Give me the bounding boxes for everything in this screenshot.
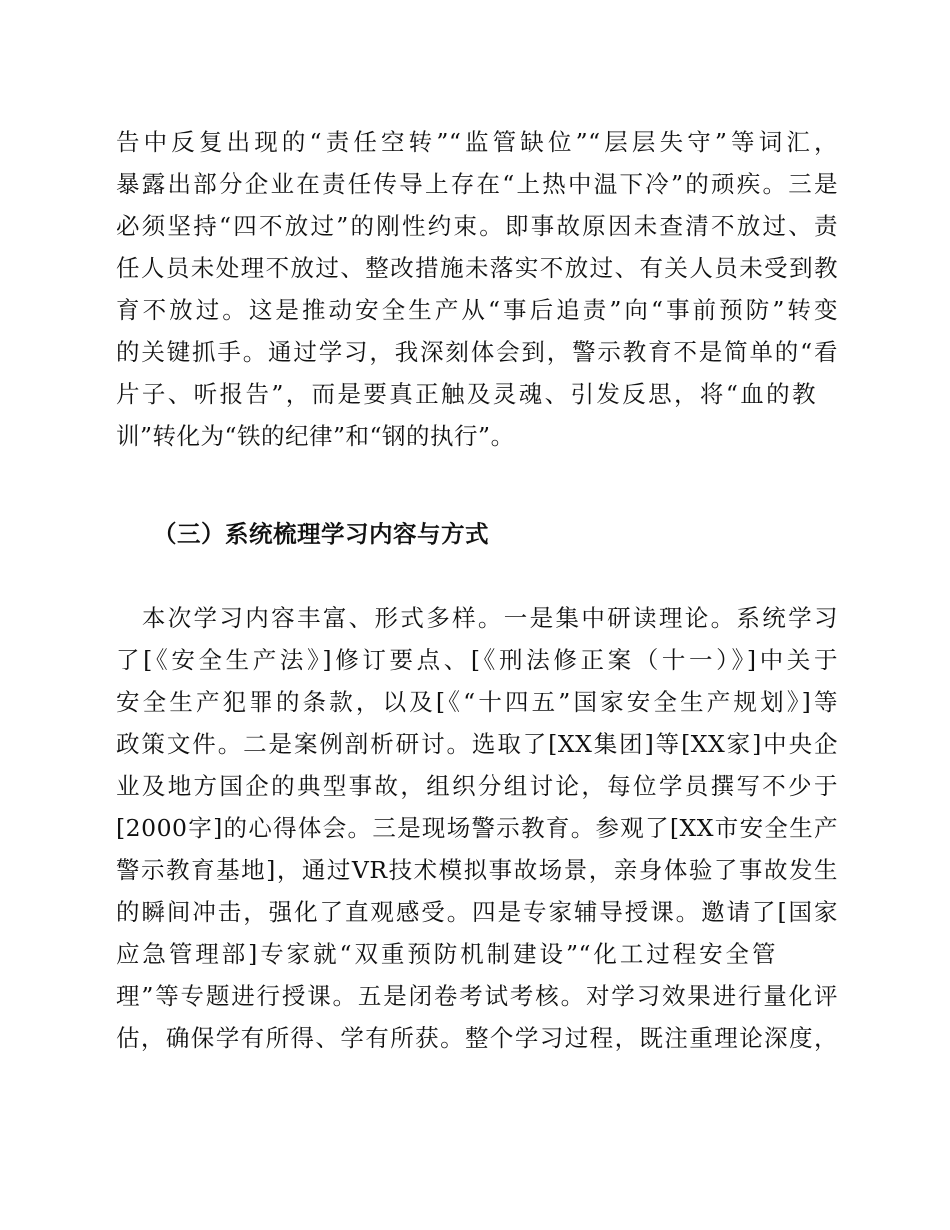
paragraph-line: 的瞬间冲击，强化了直观感受。四是专家辅导授课。邀请了[国家 [116,898,838,926]
paragraph-line: 训”转化为“铁的纪律”和“钢的执行”。 [116,422,515,450]
paragraph-line: 片子、听报告”，而是要真正触及灵魂、引发反思，将“血的教 [116,380,816,408]
paragraph-line: 业及地方国企的典型事故，组织分组讨论，每位学员撰写不少于 [116,772,838,800]
paragraph-line: 警示教育基地]，通过VR技术模拟事故场景，亲身体验了事故发生 [116,856,838,884]
paragraph-line: 任人员未处理不放过、整改措施未落实不放过、有关人员未受到教 [116,254,838,282]
paragraph-line: 了[《安全生产法》]修订要点、[《刑法修正案（十一）》]中关于 [116,646,838,674]
section-heading: （三）系统梳理学习内容与方式 [153,520,489,548]
paragraph-line: 告中反复出现的“责任空转”“监管缺位”“层层失守”等词汇， [116,128,838,156]
paragraph-line: 本次学习内容丰富、形式多样。一是集中研读理论。系统学习 [116,604,838,632]
paragraph-line: 育不放过。这是推动安全生产从“事后追责”向“事前预防”转变 [116,296,838,324]
paragraph-line: 理”等专题进行授课。五是闭卷考试考核。对学习效果进行量化评 [116,982,838,1010]
paragraph-line: 估，确保学有所得、学有所获。整个学习过程，既注重理论深度， [116,1024,838,1052]
paragraph-line: 必须坚持“四不放过”的刚性约束。即事故原因未查清不放过、责 [116,212,838,240]
paragraph-line: 应急管理部]专家就“双重预防机制建设”“化工过程安全管 [116,940,776,968]
paragraph-line: 政策文件。二是案例剖析研讨。选取了[XX集团]等[XX家]中央企 [116,730,838,758]
paragraph-line: [2000字]的心得体会。三是现场警示教育。参观了[XX市安全生产 [116,814,838,842]
paragraph-line: 安全生产犯罪的条款，以及[《“十四五”国家安全生产规划》]等 [116,688,838,716]
paragraph-line: 的关键抓手。通过学习，我深刻体会到，警示教育不是简单的“看 [116,338,838,366]
paragraph-line: 暴露出部分企业在责任传导上存在“上热中温下冷”的顽疾。三是 [116,170,838,198]
